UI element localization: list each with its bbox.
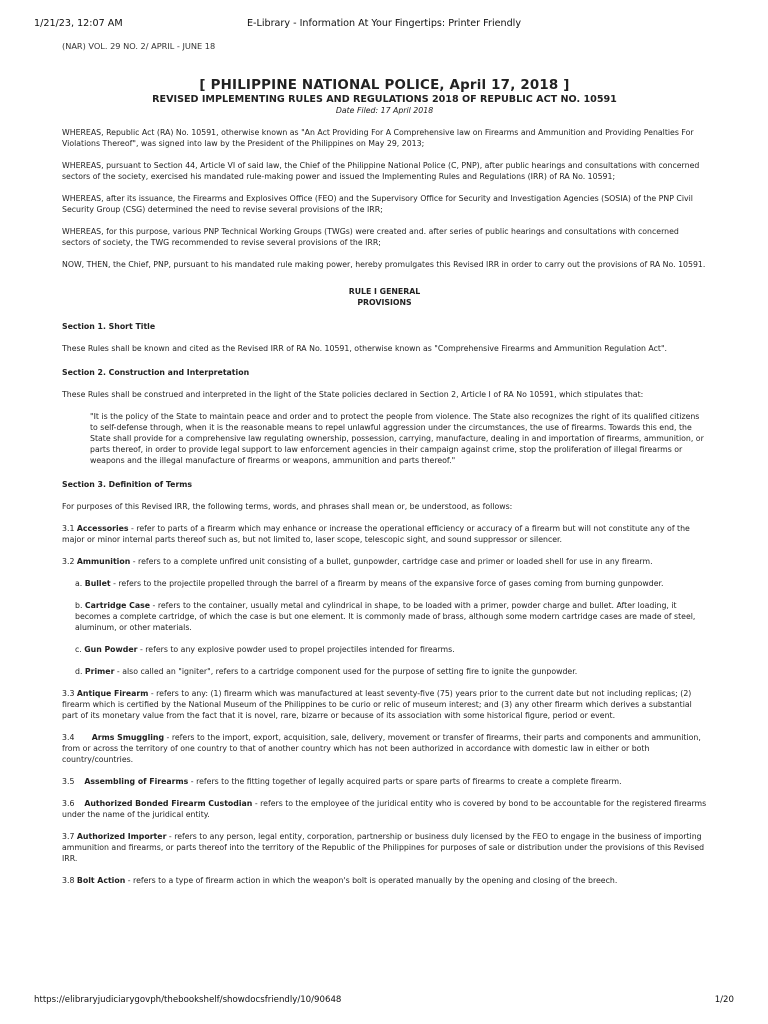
definition-term: Bolt Action [76,876,126,885]
rule-heading-line-2: PROVISIONS [357,298,412,307]
definition-text: - refer to parts of a firearm which may enhance or increase the operational efficiency or accuracy of a firearm but will not constitute any of the major or minor internal parts thereof such as, but not limited to, laser scope, telescopic sight, and sound suppressor or silencer. [62,524,690,544]
definition-text: - also called an "igniter", refers to a cartridge component used for the purpose of setting fire to ignite the gunpowder. [114,667,578,676]
whereas-paragraph-1: WHEREAS, Republic Act (RA) No. 10591, otherwise known as "An Act Providing For A Comprehensive law on Firearms and Ammunition and Providing Penalties For Violations Thereof", was signed into law by the President of the Philippines on May 29, 2013; [62,128,694,148]
definition-term: Gun Powder [84,645,138,654]
print-header [34,18,734,32]
definition-number: 3.6 [62,799,75,808]
definition-3-5 [62,776,707,787]
definition-3-2-c [75,644,707,655]
document-heading: [ PHILIPPINE NATIONAL POLICE, April 17, 2018 ] [199,78,570,93]
definition-term: Primer [84,667,115,676]
definition-3-2-b [75,600,707,633]
rule-heading [62,286,707,308]
definition-text: - refers to the fitting together of legally acquired parts or spare parts of firearms to create a complete firearm. [188,777,622,786]
definition-term: Authorized Importer [76,832,167,841]
definition-number: 3.1 [62,524,75,533]
sub-letter: d. [75,667,83,676]
section-2-title: Section 2. Construction and Interpretation [62,368,250,377]
now-then-paragraph: NOW, THEN, the Chief, PNP, pursuant to his mandated rule making power, hereby promulgates this Revised IRR in order to carry out the provisions of RA No. 10591. [62,260,706,269]
definition-term: Assembling of Firearms [84,777,189,786]
definition-term: Arms Smuggling [91,733,165,742]
rule-heading-line-1: RULE I GENERAL [348,287,421,296]
section-1-text: These Rules shall be known and cited as the Revised IRR of RA No. 10591, otherwise known as "Comprehensive Firearms and Ammunition Regulation Act". [62,344,668,353]
page-number: 1/20 [714,995,734,1005]
date-filed: Date Filed: 17 April 2018 [335,106,434,115]
definition-term: Antique Firearm [76,689,149,698]
definition-text: - refers to the container, usually metal and cylindrical in shape, to be loaded with a primer, powder charge and bullet. After loading, it becomes a complete cartridge, of which the case is but one element. It is commonly made of brass, although some modern cartridge cases are made of steel, aluminum, or other materials. [75,601,696,632]
definition-text: - refers to any explosive powder used to propel projectiles intended for firearms. [137,645,455,654]
definition-number: 3.3 [62,689,75,698]
document-body [62,78,707,886]
definition-3-2-d [75,666,707,677]
definition-text: - refers to a type of firearm action in which the weapon's bolt is operated manually by the opening and closing of the breech. [125,876,618,885]
definition-text: - refers to a complete unfired unit consisting of a bullet, gunpowder, cartridge case and primer or loaded shell for use in any firearm. [130,557,653,566]
sub-letter: a. [75,579,83,588]
definition-3-3 [62,688,707,721]
definition-3-2-a [75,578,707,589]
section-2-quote: "It is the policy of the State to maintain peace and order and to protect the people from violence. The State also recognizes the right of its qualified citizens to self-defense through, when it is the reasonable means to repel unlawful aggression under the circumstances, the use of firearms. Towards this end, the State shall provide for a comprehensive law regulating ownership, possession, carrying, manufacture, dealing in and importation of firearms, ammunition, or parts thereof, in order to provide legal support to law enforcement agencies in their campaign against crime, stop the proliferation of illegal firearms or weapons and the illegal manufacture of firearms or weapons, ammunition and parts thereof." [90,412,704,465]
print-page-title: E-Library - Information At Your Fingertips: Printer Friendly [246,18,522,29]
section-2-text: These Rules shall be construed and interpreted in the light of the State policies declared in Section 2, Article I of RA No 10591, which stipulates that: [62,390,644,399]
document-subheading: REVISED IMPLEMENTING RULES AND REGULATIONS 2018 OF REPUBLIC ACT NO. 10591 [152,94,617,105]
section-3-text: For purposes of this Revised IRR, the following terms, words, and phrases shall mean or, be understood, as follows: [62,502,513,511]
definition-number: 3.7 [62,832,75,841]
definition-3-6 [62,798,707,820]
whereas-paragraph-4: WHEREAS, for this purpose, various PNP Technical Working Groups (TWGs) were created and. after series of public hearings and consultations with concerned sectors of society, the TWG recommended to revise several provisions of the IRR; [62,227,679,247]
definition-term: Bullet [84,579,111,588]
definition-term: Ammunition [76,557,131,566]
definition-3-7 [62,831,707,864]
whereas-paragraph-2: WHEREAS, pursuant to Section 44, Article VI of said law, the Chief of the Philippine National Police (C, PNP), after public hearings and consultations with concerned sectors of the society, exercised his mandated rule-making power and issued the Implementing Rules and Regulations (IRR) of RA No. 10591; [62,161,700,181]
definition-term: Cartridge Case [84,601,151,610]
definition-text: - refers to the employee of the juridical entity who is covered by bond to be accountable for the registered firearms under the name of the juridical entity. [62,799,707,819]
issue-reference: (NAR) VOL. 29 NO. 2/ APRIL - JUNE 18 [62,41,216,51]
source-url: https://elibraryjudiciarygovph/thebookshelf/showdocsfriendly/10/90648 [34,995,342,1005]
definition-text: - refers to any: (1) firearm which was manufactured at least seventy-five (75) years prior to the current date but not including replicas; (2) firearm which is certified by the National Museum of the Philippines to be curio or relic of museum interest; and (3) any other firearm which derives a substantial part of its monetary value from the fact that it is novel, rare, bizarre or because of its association with some historical figure, period or event. [62,689,692,720]
definition-3-4 [62,732,707,765]
definition-text: - refers to the projectile propelled through the barrel of a firearm by means of the expansive force of gases coming from burning gunpowder. [110,579,664,588]
definition-3-8 [62,875,707,886]
definition-number: 3.5 [62,777,75,786]
whereas-paragraph-3: WHEREAS, after its issuance, the Firearms and Explosives Office (FEO) and the Supervisory Office for Security and Investigation Agencies (SOSIA) of the PNP Civil Security Group (CSG) determined the need to revise several provisions of the IRR; [62,194,693,214]
print-datetime: 1/21/23, 12:07 AM [34,18,123,29]
definition-number: 3.4 [62,733,75,742]
definition-term: Accessories [76,524,129,533]
definition-term: Authorized Bonded Firearm Custodian [84,799,253,808]
definition-text: - refers to the import, export, acquisition, sale, delivery, movement or transfer of firearms, their parts and components and ammunition, from or across the territory of one country to that of another country which has not been authorized in accordance with domestic law in either or both country/countries. [62,733,701,764]
definition-text: - refers to any person, legal entity, corporation, partnership or business duly licensed by the FEO to engage in the business of importing ammunition and firearms, or parts thereof into the territory of the Republic of the Philippines for purposes of sale or distribution under the provisions of this Revised IRR. [62,832,705,863]
definition-number: 3.8 [62,876,75,885]
definition-3-1 [62,523,707,545]
definition-number: 3.2 [62,557,75,566]
definition-3-2 [62,556,707,567]
section-3-title: Section 3. Definition of Terms [62,480,193,489]
section-1-title: Section 1. Short Title [62,322,156,331]
sub-letter: b. [75,601,83,610]
sub-letter: c. [75,645,82,654]
